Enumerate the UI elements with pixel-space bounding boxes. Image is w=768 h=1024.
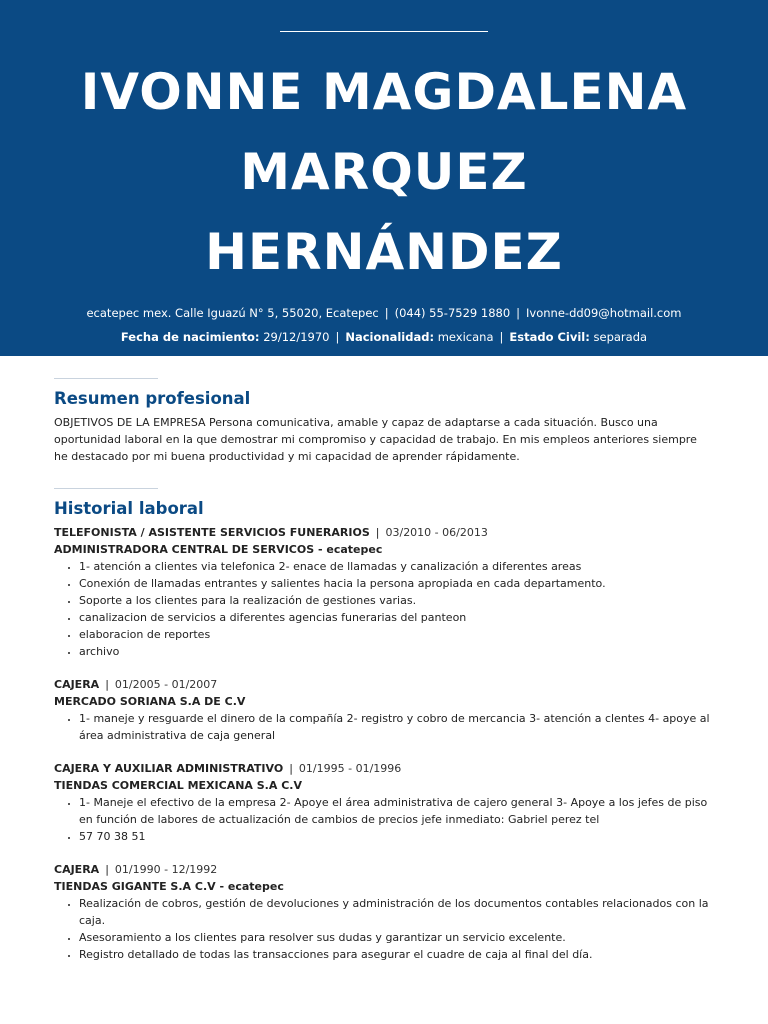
name-line-2: MARQUEZ [240,143,528,201]
name-line-1: IVONNE MAGDALENA [80,63,688,121]
job-company: TIENDAS COMERCIAL MEXICANA S.A C.V [54,779,302,792]
job-title: CAJERA Y AUXILIAR ADMINISTRATIVO [54,762,284,775]
summary-title: Resumen profesional [54,389,251,408]
duty-item: • Registro detallado de todas las transacciones para asegurar el cuadre de caja al final del día. [79,946,714,963]
separator: | [105,678,109,691]
job-duties [54,710,714,744]
summary-section [54,378,714,465]
job-header [54,524,714,541]
job-title: CAJERA [54,678,100,691]
duty-item: • Conexión de llamadas entrantes y salientes hacia la persona apropiada en cada departamento. [79,575,714,592]
job-company: TIENDAS GIGANTE S.A C.V - ecatepec [54,880,284,893]
work-history-section [54,488,714,979]
phone: (044) 55-7529 1880 [394,306,511,320]
email-link[interactable]: Ivonne-dd09@hotmail.com [526,306,682,320]
header-banner [0,0,768,356]
separator: | [516,306,521,320]
job-dates: 03/2010 - 06/2013 [385,526,488,539]
job-duties [54,558,714,660]
nationality-label: Nacionalidad: [345,330,435,344]
job-entry [54,676,714,744]
separator: | [499,330,504,344]
civil-status-label: Estado Civil: [509,330,590,344]
job-dates: 01/1990 - 12/1992 [114,863,218,876]
section-rule [54,378,158,379]
job-title: TELEFONISTA / ASISTENTE SERVICIOS FUNERARIOS [54,526,370,539]
duty-item: • 1- atención a clientes via telefonica 2- enace de llamadas y canalización a diferentes areas [79,558,714,575]
job-duties [54,794,714,845]
civil-status-value: separada [593,330,648,344]
job-entry [54,524,714,660]
candidate-name [0,52,768,292]
job-company: ADMINISTRADORA CENTRAL DE SERVICOS - ecatepec [54,543,383,556]
job-header [54,861,714,878]
job-dates: 01/1995 - 01/1996 [298,762,402,775]
header-divider [280,31,488,32]
address: ecatepec mex. Calle Iguazú N° 5, 55020, Ecatepec [86,306,379,320]
duty-item: • elaboracion de reportes [79,626,714,643]
duty-item: • archivo [79,643,714,660]
contact-line [0,306,768,320]
separator: | [105,863,109,876]
separator: | [375,526,380,539]
separator: | [335,330,340,344]
job-header [54,760,714,777]
birth-value: 29/12/1970 [263,330,330,344]
section-rule [54,488,158,489]
job-header [54,676,714,693]
birth-label: Fecha de nacimiento: [120,330,260,344]
summary-text: OBJETIVOS DE LA EMPRESA Persona comunicativa, amable y capaz de adaptarse a cada situación. Busco una oportunidad laboral en la que demostrar mi compromiso y capacidad de trabajo. En mis empleos anteriores siempre he destacado por mi buena productividad y mi capacidad de aprender rápidamente. [54,416,697,463]
duty-item: • 57 70 38 51 [79,828,714,845]
job-entry [54,760,714,845]
personal-info-line [0,330,768,344]
duty-item: • canalizacion de servicios a diferentes agencias funerarias del panteon [79,609,714,626]
duty-item: • Soporte a los clientes para la realización de gestiones varias. [79,592,714,609]
job-title: CAJERA [54,863,100,876]
job-duties [54,895,714,963]
name-line-3: HERNÁNDEZ [205,223,563,281]
work-history-title: Historial laboral [54,499,204,518]
duty-item: • Realización de cobros, gestión de devoluciones y administración de los documentos contables relacionados con la caja. [79,895,714,929]
separator: | [289,762,293,775]
job-company: MERCADO SORIANA S.A DE C.V [54,695,246,708]
duty-item: • 1- maneje y resguarde el dinero de la compañía 2- registro y cobro de mercancia 3- atención a clentes 4- apoye al área administrativa de caja general [79,710,714,744]
job-dates: 01/2005 - 01/2007 [114,678,218,691]
job-entry [54,861,714,963]
duty-item: • Asesoramiento a los clientes para resolver sus dudas y garantizar un servicio excelente. [79,929,714,946]
separator: | [384,306,389,320]
nationality-value: mexicana [437,330,494,344]
duty-item: • 1- Maneje el efectivo de la empresa 2- Apoye el área administrativa de cajero general 3- Apoye a los jefes de piso en función de labores de actualización de cambios de precios jefe inmediato: Gabriel perez tel [79,794,714,828]
